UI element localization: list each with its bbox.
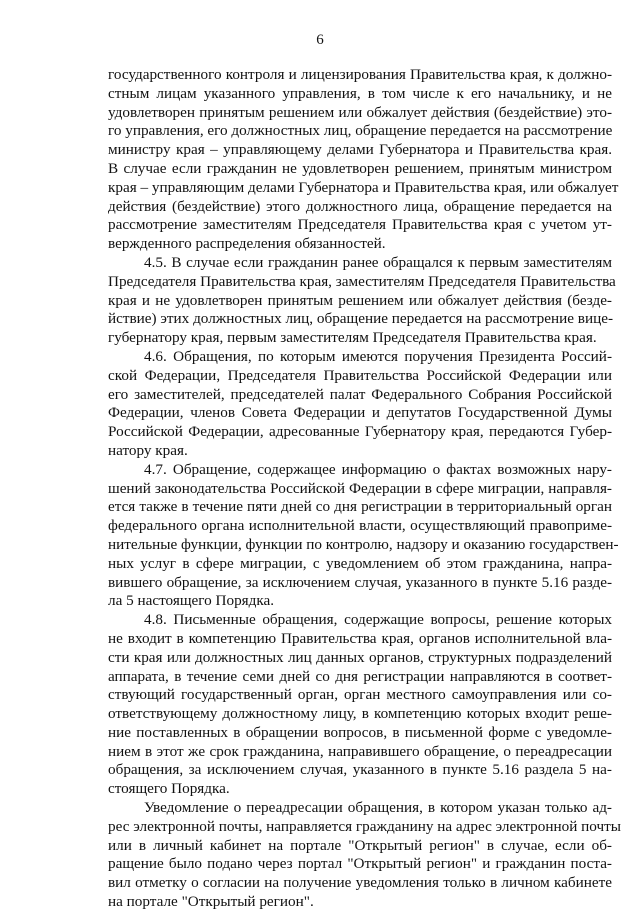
paragraph xyxy=(108,460,619,611)
text-line: ской Федерации, Председателя Правительства Российской Федерации или xyxy=(108,366,612,384)
text-line: ращение было подано через портал "Открытый регион" и гражданин поста- xyxy=(108,855,612,873)
text-line: 4.6. Обращения, по которым имеются поручения Президента Россий- xyxy=(144,347,612,365)
text-line: сти края или должностных лиц данных органов, структурных подразделений xyxy=(108,648,612,666)
text-line: стоящего Порядка. xyxy=(108,780,230,798)
text-line: 4.5. В случае если гражданин ранее обращался к первым заместителям xyxy=(144,253,612,271)
paragraph xyxy=(108,799,621,912)
text-line: 4.7. Обращение, содержащее информацию о фактах возможных нару- xyxy=(144,460,612,478)
text-line: стным лицам указанного управления, в том числе к его начальнику, и не xyxy=(108,84,612,102)
paragraph xyxy=(108,611,612,799)
text-line: ствующий государственный орган, орган местного самоуправления или со- xyxy=(108,686,612,704)
text-line: рассмотрение заместителям Председателя Правительства края с учетом ут- xyxy=(108,216,612,234)
text-line: нительные функции, функции по контролю, надзору и оказанию государствен- xyxy=(108,535,619,553)
paragraph xyxy=(108,66,619,254)
text-line: или в личный кабинет на портале "Открытый регион" в случае, если об- xyxy=(108,836,612,854)
paragraph xyxy=(108,253,616,348)
text-line: вившего обращение, за исключением случая, указанного в пункте 5.16 разде- xyxy=(108,573,612,591)
paragraph xyxy=(108,348,612,461)
text-line: Федерации, членов Совета Федерации и депутатов Государственной Думы xyxy=(108,404,612,422)
text-line: Уведомление о переадресации обращения, в котором указан только ад- xyxy=(144,799,612,817)
text-line: аппарата, в течение семи дней со дня регистрации направляются в соответ- xyxy=(108,667,612,685)
text-line: ла 5 настоящего Порядка. xyxy=(108,592,275,610)
text-line: натору края. xyxy=(108,441,188,459)
text-line: государственного контроля и лицензирования Правительства края, к должно- xyxy=(108,66,612,83)
text-line: министру края – управляющему делами Губернатора и Правительства края. xyxy=(108,141,612,159)
text-line: на портале "Открытый регион". xyxy=(108,893,314,911)
text-line: губернатору края, первым заместителям Председателя Правительства края. xyxy=(108,329,597,347)
text-line: не входит в компетенцию Правительства края, органов исполнительной вла- xyxy=(108,629,612,647)
text-line: вил отметку о согласии на получение уведомления только в личном кабинете xyxy=(108,874,612,892)
document-body xyxy=(108,66,621,912)
text-line: нием в этот же срок гражданина, направившего обращение, о переадресации xyxy=(108,742,612,760)
text-line: В случае если гражданин не удовлетворен решением, принятым министром xyxy=(108,159,612,177)
text-line: Российской Федерации, адресованные Губернатору края, передаются Губер- xyxy=(108,423,612,441)
text-line: ется также в течение пяти дней со дня регистрации в территориальный орган xyxy=(108,498,612,516)
text-line: вержденного распределения обязанностей. xyxy=(108,235,386,253)
text-line: йствие) этих должностных лиц, обращение передается на рассмотрение вице- xyxy=(108,310,613,328)
text-line: шений законодательства Российской Федерации в сфере миграции, направля- xyxy=(108,479,612,497)
text-line: действия (бездействие) этого должностного лица, обращение передается на xyxy=(108,197,612,215)
text-line: его заместителей, председателей палат Федерального Собрания Российской xyxy=(108,385,612,403)
text-line: края – управляющим делами Губернатора и Правительства края, или обжалует xyxy=(108,178,619,196)
page-number: 6 xyxy=(316,32,324,48)
text-line: Председателя Правительства края, заместителям Председателя Правительства xyxy=(108,272,616,290)
text-line: 4.8. Письменные обращения, содержащие вопросы, решение которых xyxy=(144,611,612,629)
text-line: федерального органа исполнительной власти, осуществляющий правоприме- xyxy=(108,517,612,535)
text-line: ние поставленных в обращении вопросов, в письменной форме с уведомле- xyxy=(108,723,612,741)
text-line: ных услуг в сфере миграции, с уведомлением об этом гражданина, напра- xyxy=(108,554,612,572)
text-line: края и не удовлетворен принятым решением или обжалует действия (безде- xyxy=(108,291,612,309)
text-line: рес электронной почты, направляется гражданину на адрес электронной почты xyxy=(108,817,621,835)
text-line: ответствующему должностному лицу, в компетенцию которых входит реше- xyxy=(108,705,612,723)
text-line: обращения, за исключением случая, указанного в пункте 5.16 раздела 5 на- xyxy=(108,761,612,779)
text-line: го управления, его должностных лиц, обращение передается на рассмотрение xyxy=(108,122,613,140)
text-line: удовлетворен принятым решением или обжалует действия (бездействие) это- xyxy=(108,103,612,121)
